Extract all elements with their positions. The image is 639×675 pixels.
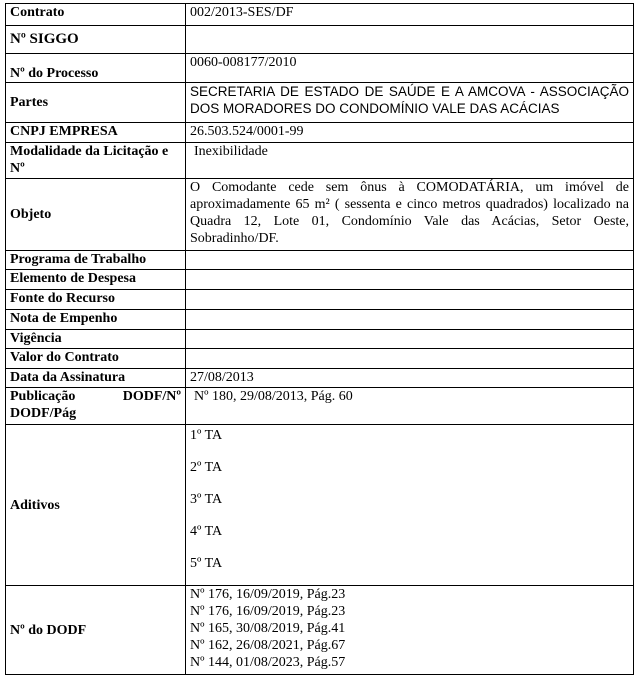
dodf-item: Nº 176, 16/09/2019, Pág.23 xyxy=(190,604,346,619)
value-aditivos xyxy=(186,425,634,586)
publicacao-label-part1: Publicação xyxy=(10,389,76,404)
aditivo-item: 2º TA xyxy=(190,460,223,475)
contract-summary-table xyxy=(5,3,634,675)
value-valor xyxy=(186,349,634,369)
value-partes: SECRETARIA DE ESTADO DE SAÚDE E A AMCOVA - ASSOCIAÇÃO DOS MORADORES DO CONDOMÍNIO VALE DAS ACÁCIAS xyxy=(186,83,634,123)
value-assinatura: 27/08/2013 xyxy=(186,369,634,388)
row-publicacao xyxy=(6,388,634,425)
label-processo: Nº do Processo xyxy=(6,54,186,83)
label-cnpj: CNPJ EMPRESA xyxy=(6,123,186,143)
value-elemento xyxy=(186,270,634,290)
row-cnpj xyxy=(6,123,634,143)
label-siggo: Nº SIGGO xyxy=(6,26,186,54)
row-vigencia xyxy=(6,330,634,349)
dodf-item: Nº 144, 01/08/2023, Pág.57 xyxy=(190,655,346,670)
row-objeto xyxy=(6,179,634,251)
label-fonte: Fonte do Recurso xyxy=(6,290,186,310)
row-fonte xyxy=(6,290,634,310)
value-dodf xyxy=(186,586,634,675)
label-dodf: Nº do DODF xyxy=(6,586,186,675)
aditivo-item: 3º TA xyxy=(190,492,223,507)
dodf-item: Nº 165, 30/08/2019, Pág.41 xyxy=(190,621,346,636)
dodf-item: Nº 162, 26/08/2021, Pág.67 xyxy=(190,638,346,653)
value-fonte xyxy=(186,290,634,310)
row-empenho xyxy=(6,310,634,330)
row-assinatura xyxy=(6,369,634,388)
row-siggo xyxy=(6,26,634,54)
row-elemento xyxy=(6,270,634,290)
aditivo-item: 5º TA xyxy=(190,556,223,571)
row-processo xyxy=(6,54,634,83)
label-objeto: Objeto xyxy=(6,179,186,251)
row-partes xyxy=(6,83,634,123)
row-contrato xyxy=(6,4,634,26)
publicacao-label-part3: DODF/Pág xyxy=(10,406,77,421)
label-vigencia: Vigência xyxy=(6,330,186,349)
aditivo-item: 1º TA xyxy=(190,428,223,443)
label-programa: Programa de Trabalho xyxy=(6,251,186,270)
aditivo-item: 4º TA xyxy=(190,524,223,539)
label-assinatura: Data da Assinatura xyxy=(6,369,186,388)
dodf-item: Nº 176, 16/09/2019, Pág.23 xyxy=(190,587,346,602)
label-contrato: Contrato xyxy=(6,4,186,26)
value-empenho xyxy=(186,310,634,330)
publicacao-label-part2: DODF/Nº xyxy=(122,389,181,404)
value-processo: 0060-008177/2010 xyxy=(186,54,634,83)
row-valor xyxy=(6,349,634,369)
label-valor: Valor do Contrato xyxy=(6,349,186,369)
value-modalidade: Inexibilidade xyxy=(186,143,634,179)
value-vigencia xyxy=(186,330,634,349)
label-modalidade: Modalidade da Licitação e Nº xyxy=(6,143,186,179)
label-partes: Partes xyxy=(6,83,186,123)
value-publicacao: Nº 180, 29/08/2013, Pág. 60 xyxy=(186,388,634,425)
label-empenho: Nota de Empenho xyxy=(6,310,186,330)
row-modalidade xyxy=(6,143,634,179)
value-objeto: O Comodante cede sem ônus à COMODATÁRIA, um imóvel de aproximadamente 65 m² ( sessenta e cinco metros quadrados) localizado na Quadra 12, Lote 01, Condomínio Vale das Acácias, Setor Oeste, Sobradinho/DF. xyxy=(186,179,634,251)
row-programa xyxy=(6,251,634,270)
label-aditivos: Aditivos xyxy=(6,425,186,586)
row-aditivos xyxy=(6,425,634,586)
row-dodf xyxy=(6,586,634,675)
publicacao-label-line1 xyxy=(10,388,181,405)
label-publicacao xyxy=(6,388,186,425)
value-siggo xyxy=(186,26,634,54)
value-contrato: 002/2013-SES/DF xyxy=(186,4,634,26)
value-programa xyxy=(186,251,634,270)
value-cnpj: 26.503.524/0001-99 xyxy=(186,123,634,143)
label-elemento: Elemento de Despesa xyxy=(6,270,186,290)
